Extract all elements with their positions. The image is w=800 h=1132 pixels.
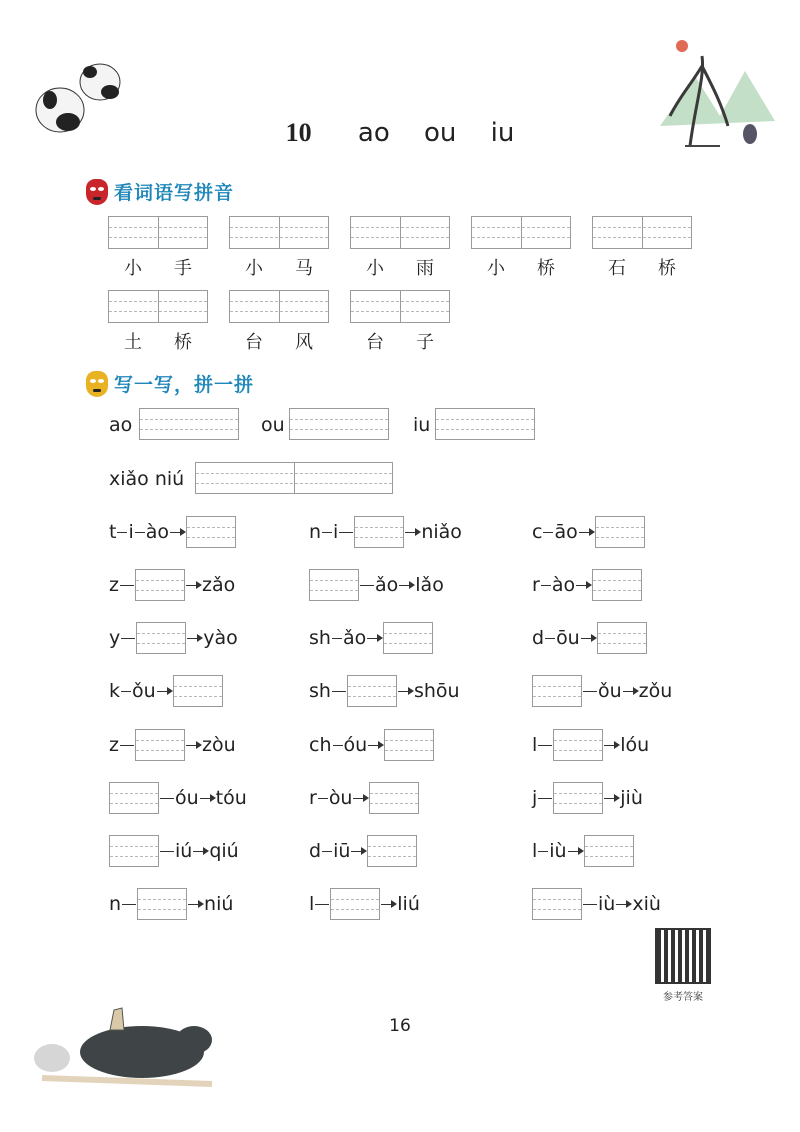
answer-box[interactable] <box>347 675 397 707</box>
pinyin-text: niú <box>204 893 234 915</box>
pinyin-text: ch <box>309 734 332 756</box>
spelling-item <box>309 569 444 601</box>
qr-caption: 参考答案 <box>663 992 703 1003</box>
answer-box[interactable] <box>369 782 419 814</box>
connector-line <box>332 691 346 692</box>
answer-box[interactable] <box>330 888 380 920</box>
pinyin-text: jiù <box>620 787 643 809</box>
spelling-item <box>532 782 643 814</box>
arrow-icon <box>398 691 412 692</box>
spelling-item <box>532 835 634 867</box>
connector-line <box>545 638 555 639</box>
qr-code[interactable] <box>655 928 711 984</box>
write-box-ao[interactable] <box>139 408 239 440</box>
pinyin-text: n <box>309 521 322 543</box>
connector-line <box>538 851 548 852</box>
section2-header <box>86 370 254 397</box>
pinyin-text: ōu <box>556 627 580 649</box>
hanzi-char: 桥 <box>174 332 192 353</box>
pinyin-text: ǒu <box>132 680 156 702</box>
hanzi-char: 小 <box>487 258 505 279</box>
answer-box[interactable] <box>384 729 434 761</box>
arrow-icon <box>581 638 595 639</box>
word <box>229 328 329 354</box>
pinyin-text: ào <box>145 521 170 543</box>
pinyin-text: ǎo <box>342 627 367 649</box>
connector-line <box>315 904 329 905</box>
answer-box[interactable] <box>135 569 185 601</box>
spelling-item <box>532 622 647 654</box>
answer-box[interactable] <box>595 516 645 548</box>
pinyin-text: qiú <box>209 840 239 862</box>
connector-line <box>120 585 134 586</box>
hanzi-char: 手 <box>174 258 192 279</box>
hanzi-char: 风 <box>295 332 313 353</box>
arrow-icon <box>579 532 593 533</box>
pinyin-box[interactable] <box>108 290 208 323</box>
connector-line <box>322 851 332 852</box>
lesson-number: 10 <box>285 118 312 147</box>
connector-line <box>120 745 134 746</box>
connector-line <box>360 585 374 586</box>
spelling-item <box>532 516 645 548</box>
write-label-ao: ao <box>109 414 133 436</box>
write-box-ou[interactable] <box>289 408 389 440</box>
arrow-icon <box>186 585 200 586</box>
connector-line <box>122 904 136 905</box>
pinyin-text: āo <box>554 521 578 543</box>
pinyin-text: d <box>309 840 322 862</box>
spelling-item <box>309 729 434 761</box>
arrow-icon <box>186 745 200 746</box>
page-number: 16 <box>389 1016 411 1036</box>
arrow-icon <box>604 798 618 799</box>
answer-box[interactable] <box>383 622 433 654</box>
answer-box[interactable] <box>553 782 603 814</box>
pinyin-text: z <box>109 734 119 756</box>
spelling-item <box>109 622 238 654</box>
answer-box[interactable] <box>597 622 647 654</box>
answer-box[interactable] <box>135 729 185 761</box>
arrow-icon <box>368 745 382 746</box>
connector-line <box>121 691 131 692</box>
word-write-box[interactable] <box>195 462 393 494</box>
spelling-item <box>109 729 236 761</box>
pinyin-text: r <box>309 787 317 809</box>
pinyin-box[interactable] <box>592 216 692 249</box>
answer-box[interactable] <box>354 516 404 548</box>
arrow-icon <box>399 585 413 586</box>
answer-box[interactable] <box>367 835 417 867</box>
answer-box[interactable] <box>109 782 159 814</box>
answer-box[interactable] <box>173 675 223 707</box>
pinyin-text: y <box>109 627 121 649</box>
pinyin-text: z <box>109 574 119 596</box>
hanzi-char: 台 <box>245 332 263 353</box>
arrow-icon <box>381 904 395 905</box>
hanzi-char: 小 <box>124 258 142 279</box>
spelling-item <box>532 569 642 601</box>
opera-mask-icon <box>86 179 108 205</box>
opera-mask-icon <box>86 371 108 397</box>
spelling-item <box>109 888 233 920</box>
word <box>108 328 208 354</box>
write-label-ou: ou <box>261 414 285 436</box>
connector-line <box>538 798 552 799</box>
connector-line <box>541 585 551 586</box>
title-rhyme-ao: ao <box>357 118 390 148</box>
answer-box[interactable] <box>309 569 359 601</box>
arrow-icon <box>351 851 365 852</box>
answer-box[interactable] <box>137 888 187 920</box>
hanzi-char: 桥 <box>537 258 555 279</box>
pinyin-text: t <box>109 521 117 543</box>
arrow-icon <box>187 638 201 639</box>
spelling-item <box>309 782 419 814</box>
pinyin-text: xiù <box>632 893 661 915</box>
arrow-icon <box>623 691 637 692</box>
arrow-icon <box>367 638 381 639</box>
connector-line <box>332 638 342 639</box>
connector-line <box>117 532 127 533</box>
write-box-iu[interactable] <box>435 408 535 440</box>
word <box>229 254 329 280</box>
hanzi-char: 小 <box>366 258 384 279</box>
pinyin-text: iù <box>549 840 567 862</box>
pinyin-text: iú <box>175 840 193 862</box>
hanzi-char: 台 <box>366 332 384 353</box>
answer-box[interactable] <box>592 569 642 601</box>
answer-box[interactable] <box>109 835 159 867</box>
pinyin-text: liú <box>397 893 420 915</box>
answer-box[interactable] <box>532 888 582 920</box>
arrow-icon <box>604 745 618 746</box>
pinyin-text: ào <box>551 574 576 596</box>
pinyin-text: zòu <box>201 734 236 756</box>
pinyin-text: shōu <box>413 680 460 702</box>
spelling-item <box>109 675 223 707</box>
spelling-item <box>532 729 649 761</box>
pinyin-text: r <box>532 574 540 596</box>
arrow-icon <box>157 691 171 692</box>
write-label-iu: iu <box>413 414 431 436</box>
pinyin-box[interactable] <box>229 290 329 323</box>
word <box>471 254 571 280</box>
pinyin-text: ǎo <box>375 574 399 596</box>
pinyin-text: j <box>532 787 538 809</box>
answer-box[interactable] <box>553 729 603 761</box>
title-rhyme-iu: iu <box>490 118 515 148</box>
pinyin-box[interactable] <box>471 216 571 249</box>
pinyin-text: d <box>532 627 545 649</box>
pinyin-text: i <box>128 521 134 543</box>
spelling-item <box>309 516 462 548</box>
hanzi-char: 雨 <box>416 258 434 279</box>
arrow-icon <box>193 851 207 852</box>
pinyin-text: sh <box>309 680 331 702</box>
pinyin-text: l <box>309 893 315 915</box>
pinyin-text: òu <box>328 787 353 809</box>
spelling-item <box>532 888 661 920</box>
pinyin-text: c <box>532 521 543 543</box>
pinyin-text: zǎo <box>201 574 236 596</box>
word <box>350 254 450 280</box>
connector-line <box>160 798 174 799</box>
spelling-item <box>309 835 417 867</box>
pinyin-text: i <box>333 521 339 543</box>
spelling-item <box>109 835 239 867</box>
answer-box[interactable] <box>532 675 582 707</box>
connector-line <box>322 532 332 533</box>
pinyin-text: niǎo <box>421 521 462 543</box>
connector-line <box>583 691 597 692</box>
pinyin-text: k <box>109 680 121 702</box>
spelling-item <box>309 888 420 920</box>
pinyin-text: lóu <box>620 734 650 756</box>
connector-line <box>583 904 597 905</box>
arrow-icon <box>200 798 214 799</box>
spelling-item <box>109 782 247 814</box>
spelling-item <box>309 675 460 707</box>
connector-line <box>538 745 552 746</box>
pinyin-text: l <box>532 734 538 756</box>
answer-box[interactable] <box>584 835 634 867</box>
spelling-item <box>109 516 236 548</box>
pinyin-box[interactable] <box>108 216 208 249</box>
pinyin-text: ǒu <box>598 680 622 702</box>
pinyin-text: yào <box>203 627 238 649</box>
connector-line <box>135 532 145 533</box>
arrow-icon <box>405 532 419 533</box>
buffalo-illustration <box>22 1000 222 1092</box>
connector-line <box>333 745 343 746</box>
spelling-item <box>532 675 672 707</box>
lesson-title <box>0 118 800 148</box>
word <box>592 254 692 280</box>
spelling-item <box>309 622 433 654</box>
answer-box[interactable] <box>136 622 186 654</box>
hanzi-char: 石 <box>608 258 626 279</box>
connector-line <box>160 851 174 852</box>
arrow-icon <box>576 585 590 586</box>
arrow-icon <box>188 904 202 905</box>
pinyin-text: tóu <box>215 787 247 809</box>
hanzi-char: 土 <box>124 332 142 353</box>
pinyin-box[interactable] <box>350 290 450 323</box>
pinyin-text: óu <box>343 734 368 756</box>
arrow-icon <box>353 798 367 799</box>
connector-line <box>339 532 353 533</box>
hanzi-char: 马 <box>295 258 313 279</box>
section1-title: 看词语写拼音 <box>114 182 235 204</box>
pinyin-box[interactable] <box>350 216 450 249</box>
word-label: xiǎo niú <box>109 468 185 490</box>
hanzi-char: 桥 <box>658 258 676 279</box>
pinyin-text: zǒu <box>638 680 673 702</box>
section1-header <box>86 178 234 205</box>
hanzi-char: 子 <box>416 332 434 353</box>
arrow-icon <box>616 904 630 905</box>
pinyin-text: óu <box>175 787 199 809</box>
answer-box[interactable] <box>186 516 236 548</box>
pinyin-box[interactable] <box>229 216 329 249</box>
connector-line <box>121 638 135 639</box>
title-rhyme-ou: ou <box>424 118 457 148</box>
pinyin-text: lǎo <box>415 574 444 596</box>
pinyin-text: l <box>532 840 538 862</box>
arrow-icon <box>568 851 582 852</box>
word <box>350 328 450 354</box>
pinyin-text: n <box>109 893 122 915</box>
spelling-item <box>109 569 235 601</box>
arrow-icon <box>170 532 184 533</box>
section2-title: 写一写，拼一拼 <box>114 374 255 396</box>
pinyin-text: iù <box>598 893 616 915</box>
word <box>108 254 208 280</box>
pinyin-text: sh <box>309 627 331 649</box>
connector-line <box>543 532 553 533</box>
hanzi-char: 小 <box>245 258 263 279</box>
connector-line <box>318 798 328 799</box>
pinyin-text: iū <box>333 840 351 862</box>
